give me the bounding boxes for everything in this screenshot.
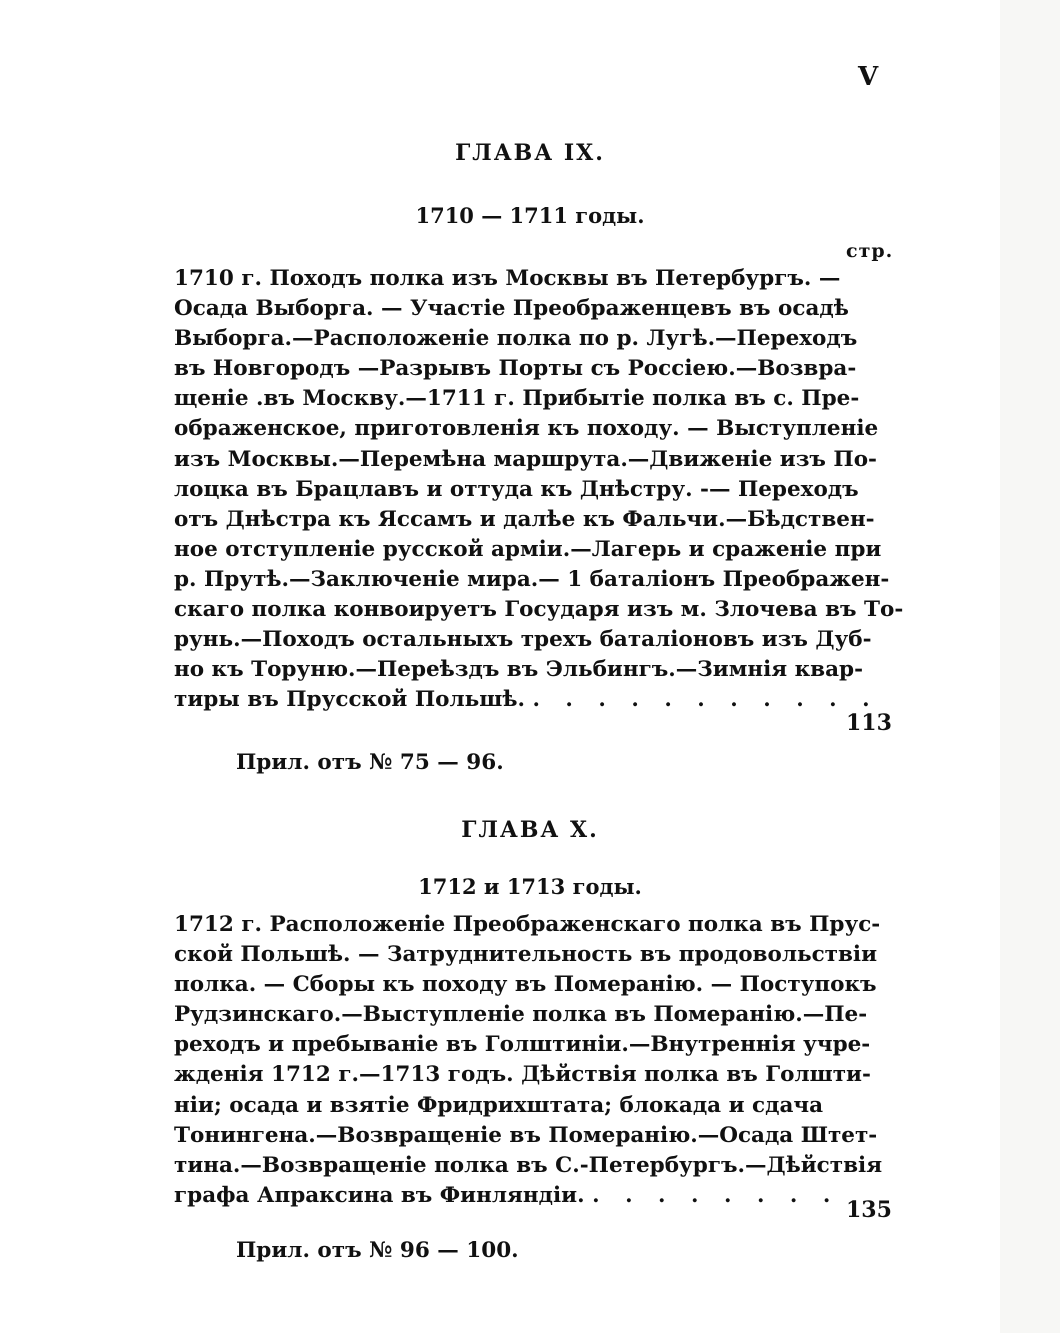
summary-line: реходъ и пребываніе въ Голштиніи.—Внутреннія учре- — [174, 1032, 871, 1058]
leader-dots: . . . . . . . . . . . — [532, 687, 879, 713]
summary-line: въ Новгородъ —Разрывъ Порты съ Россіею.—Возвра- — [174, 356, 857, 382]
summary-line: ображенское, приготовленія къ походу. — Выступленіе — [174, 416, 879, 442]
page-column-label: стр. — [846, 240, 894, 262]
summary-line: скаго полка конвоируетъ Государя изъ м. Злочева въ То- — [174, 597, 904, 623]
summary-line: 1712 г. Расположеніе Преображенскаго полка въ Прус- — [174, 912, 881, 937]
summary-line: изъ Москвы.—Перемѣна маршрута.—Движеніе изъ По- — [174, 446, 877, 472]
summary-last-text: тиры въ Прусской Польшѣ. — [174, 687, 525, 713]
summary-line: лоцка въ Брацлавъ и оттуда къ Днѣстру. -— Переходъ — [174, 476, 859, 502]
chapter-9-summary — [174, 264, 904, 715]
page-folio: V — [858, 62, 879, 92]
leader-dots: . . . . . . . . — [592, 1182, 840, 1208]
summary-line: ное отступленіе русской арміи.—Лагерь и сраженіе при — [174, 536, 882, 562]
summary-line: ской Польшѣ. — Затруднительность въ продовольствіи — [174, 942, 878, 968]
summary-line: Выборга.—Расположеніе полка по р. Лугѣ.—Переходъ — [174, 326, 858, 352]
chapter-10-title: ГЛАВА X. — [461, 817, 599, 843]
chapter-9-appendix: Прил. отъ № 75 — 96. — [236, 750, 504, 775]
chapter-10-page-number: 135 — [846, 1197, 892, 1223]
summary-line: жденія 1712 г.—1713 годъ. Дѣйствія полка въ Голшти- — [174, 1062, 871, 1088]
chapter-9-title: ГЛАВА IX. — [455, 140, 605, 166]
summary-line: рунь.—Походъ остальныхъ трехъ баталіоновъ изъ Дуб- — [174, 627, 872, 653]
summary-line: тина.—Возвращеніе полка въ С.-Петербургъ.—Дѣйствія — [174, 1152, 883, 1178]
summary-line: щеніе .въ Москву.—1711 г. Прибытіе полка въ с. Пре- — [174, 386, 860, 412]
summary-last-line — [174, 1181, 840, 1211]
summary-line: р. Прутѣ.—Заключеніе мира.— 1 баталіонъ Преображен- — [174, 566, 890, 592]
summary-last-line — [174, 685, 879, 715]
summary-line: Рудзинскаго.—Выступленіе полка въ Померанію.—Пе- — [174, 1002, 868, 1028]
chapter-10-years: 1712 и 1713 годы. — [418, 874, 642, 899]
summary-line: 1710 г. Походъ полка изъ Москвы въ Петербургъ. — — [174, 266, 841, 291]
summary-last-text: графа Апраксина въ Финляндіи. — [174, 1182, 585, 1208]
summary-line: ніи; осада и взятіе Фридрихштата; блокада и сдача — [174, 1092, 824, 1118]
summary-line: полка. — Сборы къ походу въ Померанію. — Поступокъ — [174, 972, 877, 998]
summary-line: но къ Торуню.—Переѣздъ въ Эльбингъ.—Зимнія квар- — [174, 657, 864, 683]
chapter-9-years: 1710 — 1711 годы. — [415, 203, 645, 228]
chapter-10-summary — [174, 910, 883, 1211]
chapter-10-appendix: Прил. отъ № 96 — 100. — [236, 1238, 519, 1263]
summary-line: отъ Днѣстра къ Яссамъ и далѣе къ Фальчи.—Бѣдствен- — [174, 506, 875, 532]
summary-line: Тонингена.—Возвращеніе въ Померанію.—Осада Штет- — [174, 1122, 878, 1148]
chapter-9-page-number: 113 — [846, 710, 892, 736]
summary-line: Осада Выборга. — Участіе Преображенцевъ въ осадѣ — [174, 296, 849, 322]
